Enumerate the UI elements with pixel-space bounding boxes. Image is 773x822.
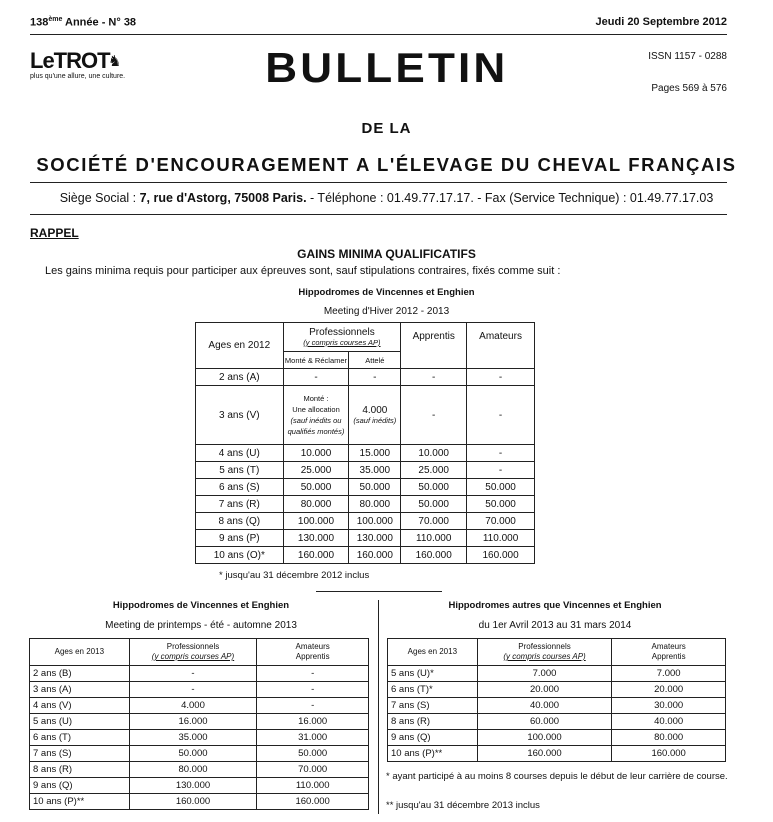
table-row: 2 ans (A) - - - - [196, 369, 535, 386]
monte-note: Monté : Une allocation (sauf inédits ou qualifiés montés) [283, 386, 349, 445]
col-header-amateurs: Amateurs Apprentis [612, 639, 726, 666]
table-row: 10 ans (O)* 160.000 160.000 160.000 160.000 [196, 547, 535, 564]
issn: ISSN 1157 - 0288 [648, 51, 727, 62]
table3-meeting: du 1er Avril 2013 au 31 mars 2014 [478, 620, 632, 631]
table-row: 9 ans (Q) 100.000 80.000 [388, 730, 726, 746]
bulletin-title: BULLETIN [264, 44, 509, 91]
table1-meeting: Meeting d'Hiver 2012 - 2013 [323, 306, 450, 317]
sub-header-attele: Attelé [349, 352, 401, 369]
intro-text: Les gains minima requis pour participer aux épreuves sont, sauf stipulations contraires, fixés comme suit : [45, 265, 561, 277]
table1-hippodrome: Hippodromes de Vincennes et Enghien [298, 287, 475, 298]
table-row: 7 ans (R) 80.000 80.000 50.000 50.000 [196, 496, 535, 513]
table-row: 5 ans (U)* 7.000 7.000 [388, 666, 726, 682]
table3-footnote-1: * ayant participé à au moins 8 courses depuis le début de leur carrière de course. [386, 771, 728, 782]
table-row: 7 ans (S) 50.000 50.000 [30, 746, 369, 762]
col-header-pro: Professionnels (y compris courses AP) [283, 323, 401, 352]
table-row: 4 ans (V) 4.000 - [30, 698, 369, 714]
winter-meeting-table [195, 322, 535, 564]
table-row: 8 ans (R) 60.000 40.000 [388, 714, 726, 730]
table-row: 9 ans (P) 130.000 130.000 110.000 110.000 [196, 530, 535, 547]
page-range: Pages 569 à 576 [651, 83, 727, 94]
table-row: 6 ans (T) 35.000 31.000 [30, 730, 369, 746]
col-header-age: Ages en 2013 [388, 639, 478, 666]
top-bar [30, 16, 727, 32]
rappel-heading: RAPPEL [30, 226, 79, 240]
table-row: 10 ans (P)** 160.000 160.000 [30, 794, 369, 810]
sub-header-monte: Monté & Réclamer [283, 352, 349, 369]
table-row: 3 ans (A) - - [30, 682, 369, 698]
table-row: 2 ans (B) - - [30, 666, 369, 682]
table-row: 3 ans (V) Monté : Une allocation (sauf inédits ou qualifiés montés) 4.000 (sauf inédits) - - [196, 386, 535, 445]
col-header-pro: Professionnels (y compris courses AP) [129, 639, 257, 666]
col-header-amateurs: Amateurs [467, 323, 535, 369]
rule [30, 182, 727, 183]
table-row: 7 ans (S) 40.000 30.000 [388, 698, 726, 714]
table-row: 6 ans (S) 50.000 50.000 50.000 50.000 [196, 479, 535, 496]
section-heading: GAINS MINIMA QUALIFICATIFS [297, 247, 476, 261]
table3-footnote-2: ** jusqu'au 31 décembre 2013 inclus [386, 800, 540, 811]
de-la: DE LA [361, 120, 412, 137]
table-row: 6 ans (T)* 20.000 20.000 [388, 682, 726, 698]
logo-brand: LeTROT [30, 48, 110, 73]
other-hippodromes-table [387, 638, 726, 762]
rule [30, 214, 727, 215]
table-row: 9 ans (Q) 130.000 110.000 [30, 778, 369, 794]
table1-footnote: * jusqu'au 31 décembre 2012 inclus [219, 570, 370, 581]
separator-rule [316, 591, 442, 592]
table-row: 10 ans (P)** 160.000 160.000 [388, 746, 726, 762]
table-row: 5 ans (T) 25.000 35.000 25.000 - [196, 462, 535, 479]
table-row: 4 ans (U) 10.000 15.000 10.000 - [196, 445, 535, 462]
table-row: 8 ans (Q) 100.000 100.000 70.000 70.000 [196, 513, 535, 530]
attele-note: 4.000 (sauf inédits) [349, 386, 401, 445]
col-header-pro: Professionnels (y compris courses AP) [477, 639, 612, 666]
col-header-amateurs: Amateurs Apprentis [257, 639, 369, 666]
table-row: 5 ans (U) 16.000 16.000 [30, 714, 369, 730]
table-row: 8 ans (R) 80.000 70.000 [30, 762, 369, 778]
issue-date: Jeudi 20 Septembre 2012 [595, 16, 727, 28]
spring-meeting-table [29, 638, 369, 810]
table2-meeting: Meeting de printemps - été - automne 2013 [105, 620, 297, 631]
column-divider [378, 600, 379, 814]
table3-hippodrome: Hippodromes autres que Vincennes et Enghien [448, 600, 662, 611]
logo-tagline: plus qu'une allure, une culture. [30, 73, 126, 80]
col-header-age: Ages en 2012 [196, 323, 284, 369]
col-header-apprentis: Apprentis [401, 323, 467, 369]
issue-number: 138ème Année - N° 38 [30, 16, 137, 29]
head-office: Siège Social : 7, rue d'Astorg, 75008 Paris. - Téléphone : 01.49.77.17.17. - Fax (Service Technique) : 01.49.77.17.03 [59, 191, 714, 205]
horse-icon: ♞ [108, 53, 122, 70]
table2-hippodrome: Hippodromes de Vincennes et Enghien [112, 600, 290, 611]
top-rule [30, 34, 727, 35]
col-header-age: Ages en 2013 [30, 639, 130, 666]
society-name: SOCIÉTÉ D'ENCOURAGEMENT A L'ÉLEVAGE DU CHEVAL FRANÇAIS [36, 154, 737, 175]
